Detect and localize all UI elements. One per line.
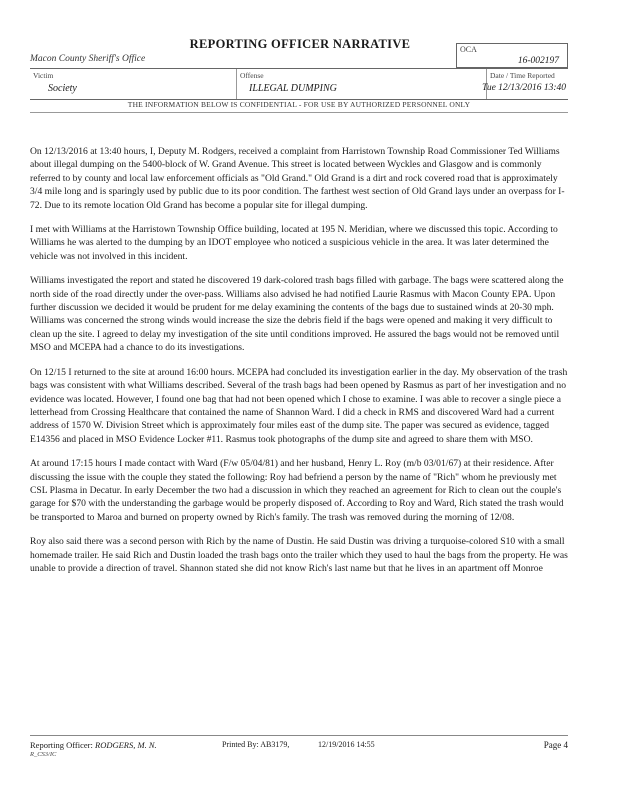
header-info-row xyxy=(30,68,568,100)
oca-label: OCA xyxy=(460,45,477,54)
oca-value: 16-002197 xyxy=(517,56,559,66)
page-number: Page 4 xyxy=(543,740,568,750)
narrative-paragraph: Williams investigated the report and stated he discovered 19 dark-colored trash bags filled with garbage. The bags were scattered along the north side of the road directly under the over-pass. Williams also advised he had notified Laurie Rasmus with Macon County EPA. Upon further discussion we decided it would be prudent for me delay examining the contents of the bags due to sustained winds at 20-30 mph. Williams was concerned the strong winds would increase the size the debris field if the bags were opened and making it very difficult to clean up the site. I agreed to delay my investigation of the site until conditions improved. He assured the bags would not be removed until MSO and MCEPA had a chance to do its investigations. xyxy=(30,275,564,354)
offense-cell xyxy=(236,69,486,99)
confidential-notice: THE INFORMATION BELOW IS CONFIDENTIAL - FOR USE BY AUTHORIZED PERSONNEL ONLY xyxy=(127,100,471,109)
reporting-officer-label: Reporting Officer: xyxy=(30,740,93,750)
narrative-paragraph: On 12/13/2016 at 13:40 hours, I, Deputy M. Rodgers, received a complaint from Harristown Township Road Commissioner Ted Williams about illegal dumping on the 5400-block of W. Grand Avenue. This street is located between Wyckles and Glasgow and is commonly referred to by county and local law enforcement officials as "Old Grand." Old Grand is a dirt and rock covered road that is approximately 3/4 mile long and is sparingly used by public due to its poor condition. The farthest west section of Old Grand lays under an overpass for I-72. Due to its remote location Old Grand has become a popular site for illegal dumping. xyxy=(30,146,565,211)
victim-label: Victim xyxy=(33,71,54,80)
form-code: R_CS3/IC xyxy=(30,751,57,758)
date-reported-value: Tue 12/13/2016 13:40 xyxy=(482,83,566,93)
oca-box xyxy=(456,43,568,68)
footer-divider xyxy=(30,735,568,736)
reporting-officer-name: RODGERS, M. N. xyxy=(95,740,157,750)
narrative-body xyxy=(30,145,570,586)
reporting-officer xyxy=(30,740,157,750)
offense-value: ILLEGAL DUMPING xyxy=(249,83,337,94)
date-reported-cell xyxy=(482,69,568,99)
header-divider xyxy=(30,112,568,113)
narrative-paragraph: At around 17:15 hours I made contact with Ward (F/w 05/04/81) and her husband, Henry L. Roy (m/b 03/01/67) at their residence. After discussing the issue with the couple they stated the following: Roy had befriend a person by the name of "Rich" whom he previously met CSL Plasma in Decatur. In early December the two had a discussion in which they reached an agreement for Rich to clean out the couple's garage for $70 with the understanding the garbage would be properly disposed of. According to Roy and Ward, Rich stated the trash would be transported to Maroa and burned on property owned by Rich's family. The trash was removed during the morning of 12/08. xyxy=(30,458,564,523)
printed-by: Printed By: AB3179, xyxy=(222,740,290,749)
victim-value: Society xyxy=(48,83,77,94)
narrative-paragraph: On 12/15 I returned to the site at around 16:00 hours. MCEPA had concluded its investigation earlier in the day. My observation of the trash bags was consistent with what Williams described. Several of the trash bags had been opened by Rasmus as part of her investigation and no evidence was located. However, I found one bag that had not been opened which I chose to examine. I was able to recover a single piece a letterhead from Crossing Healthcare that contained the name of Shannon Ward. I did a check in RMS and discovered Ward had a current address of 1570 W. Division Street which is approximately four miles east of the dump site. The paper was secured as evidence, tagged E14356 and placed in MSO Evidence Locker #11. Rasmus took photographs of the dump site and agreed to share them with MSO. xyxy=(30,366,568,445)
narrative-paragraph: Roy also said there was a second person with Rich by the name of Dustin. He said Dustin was driving a turquoise-colored S10 with a small homemade trailer. He said Rich and Dustin loaded the trash bags onto the trailer which they used to haul the bags from the property. He was unable to provide a direction of travel. Shannon stated she did not know Rich's last name but that he lives in an apartment off Monroe xyxy=(30,536,568,574)
printed-time: 12/19/2016 14:55 xyxy=(318,740,375,749)
victim-cell xyxy=(30,69,236,99)
date-reported-label: Date / Time Reported xyxy=(490,71,555,80)
narrative-paragraph: I met with Williams at the Harristown Township Office building, located at 195 N. Meridian, where we discussed this topic. According to Williams he was alerted to the dumping by an IDOT employee who noticed a suspicious vehicle in the area. It was later determined the vehicle was not involved in this incident. xyxy=(30,224,558,262)
offense-label: Offense xyxy=(240,71,264,80)
agency-name: Macon County Sheriff's Office xyxy=(30,54,146,64)
report-title: REPORTING OFFICER NARRATIVE xyxy=(189,37,411,51)
